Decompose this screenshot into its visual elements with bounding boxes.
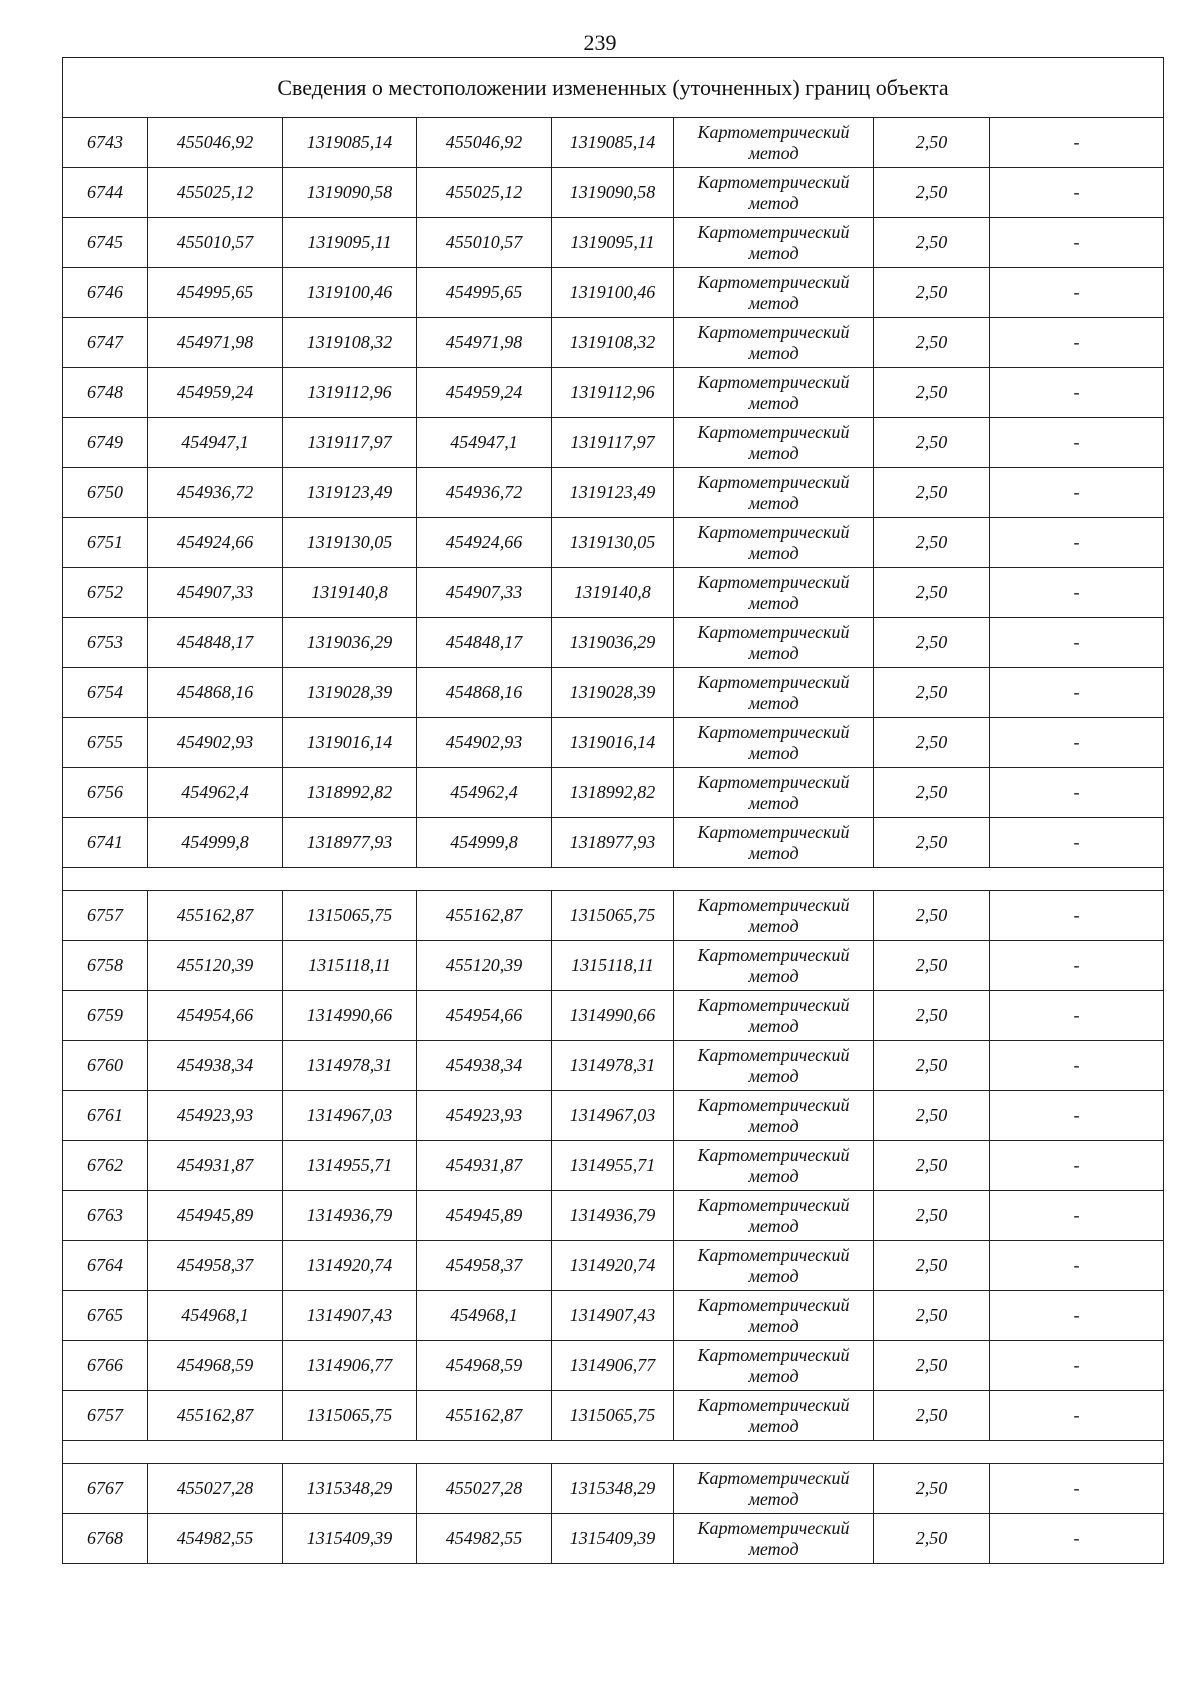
method-cell: Картометрический метод: [674, 1091, 874, 1141]
table-row: [63, 1191, 1164, 1241]
method-cell: Картометрический метод: [674, 468, 874, 518]
accuracy-cell: 2,50: [874, 1291, 990, 1341]
x-existing-cell: 454968,59: [148, 1341, 283, 1391]
table-row: [63, 118, 1164, 168]
method-cell: Картометрический метод: [674, 218, 874, 268]
y-existing-cell: 1319085,14: [283, 118, 417, 168]
x-refined-cell: 454962,4: [417, 768, 552, 818]
table-row: [63, 218, 1164, 268]
x-refined-cell: 454938,34: [417, 1041, 552, 1091]
y-existing-cell: 1318992,82: [283, 768, 417, 818]
x-refined-cell: 454968,59: [417, 1341, 552, 1391]
table-row: [63, 518, 1164, 568]
y-refined-cell: 1319130,05: [552, 518, 674, 568]
point-number-cell: 6743: [63, 118, 148, 168]
point-number-cell: 6764: [63, 1241, 148, 1291]
note-cell: -: [990, 468, 1164, 518]
y-refined-cell: 1314920,74: [552, 1241, 674, 1291]
table-row: [63, 468, 1164, 518]
x-existing-cell: 454902,93: [148, 718, 283, 768]
method-cell: Картометрический метод: [674, 1391, 874, 1441]
y-existing-cell: 1314955,71: [283, 1141, 417, 1191]
accuracy-cell: 2,50: [874, 168, 990, 218]
point-number-cell: 6758: [63, 941, 148, 991]
table-row: [63, 941, 1164, 991]
table-row: [63, 668, 1164, 718]
y-existing-cell: 1314906,77: [283, 1341, 417, 1391]
y-refined-cell: 1319140,8: [552, 568, 674, 618]
accuracy-cell: 2,50: [874, 268, 990, 318]
accuracy-cell: 2,50: [874, 1241, 990, 1291]
table-row: [63, 318, 1164, 368]
y-refined-cell: 1315065,75: [552, 1391, 674, 1441]
method-cell: Картометрический метод: [674, 1241, 874, 1291]
accuracy-cell: 2,50: [874, 218, 990, 268]
y-refined-cell: 1319090,58: [552, 168, 674, 218]
accuracy-cell: 2,50: [874, 118, 990, 168]
accuracy-cell: 2,50: [874, 668, 990, 718]
y-existing-cell: 1319028,39: [283, 668, 417, 718]
page-number: 239: [583, 30, 617, 55]
accuracy-cell: 2,50: [874, 1191, 990, 1241]
point-number-cell: 6760: [63, 1041, 148, 1091]
note-cell: -: [990, 718, 1164, 768]
note-cell: -: [990, 518, 1164, 568]
y-existing-cell: 1319016,14: [283, 718, 417, 768]
y-refined-cell: 1319117,97: [552, 418, 674, 468]
x-refined-cell: 454945,89: [417, 1191, 552, 1241]
note-cell: -: [990, 168, 1164, 218]
table-row: [63, 818, 1164, 868]
method-cell: Картометрический метод: [674, 1464, 874, 1514]
accuracy-cell: 2,50: [874, 1341, 990, 1391]
point-number-cell: 6745: [63, 218, 148, 268]
x-existing-cell: 454936,72: [148, 468, 283, 518]
table-row: [63, 1391, 1164, 1441]
y-existing-cell: 1315065,75: [283, 1391, 417, 1441]
point-number-cell: 6753: [63, 618, 148, 668]
note-cell: -: [990, 818, 1164, 868]
note-cell: -: [990, 1391, 1164, 1441]
y-existing-cell: 1319130,05: [283, 518, 417, 568]
table-row: [63, 718, 1164, 768]
y-refined-cell: 1315118,11: [552, 941, 674, 991]
note-cell: -: [990, 368, 1164, 418]
note-cell: -: [990, 1041, 1164, 1091]
y-existing-cell: 1319108,32: [283, 318, 417, 368]
table-row: [63, 891, 1164, 941]
method-cell: Картометрический метод: [674, 118, 874, 168]
note-cell: -: [990, 1241, 1164, 1291]
y-refined-cell: 1314978,31: [552, 1041, 674, 1091]
point-number-cell: 6757: [63, 1391, 148, 1441]
method-cell: Картометрический метод: [674, 991, 874, 1041]
accuracy-cell: 2,50: [874, 1141, 990, 1191]
point-number-cell: 6757: [63, 891, 148, 941]
table-row: [63, 168, 1164, 218]
x-existing-cell: 455120,39: [148, 941, 283, 991]
note-cell: -: [990, 668, 1164, 718]
y-existing-cell: 1319117,97: [283, 418, 417, 468]
y-existing-cell: 1314936,79: [283, 1191, 417, 1241]
note-cell: -: [990, 1464, 1164, 1514]
accuracy-cell: 2,50: [874, 568, 990, 618]
note-cell: -: [990, 618, 1164, 668]
table-row: [63, 1341, 1164, 1391]
point-number-cell: 6754: [63, 668, 148, 718]
table-row: [63, 1291, 1164, 1341]
method-cell: Картометрический метод: [674, 318, 874, 368]
point-number-cell: 6749: [63, 418, 148, 468]
x-refined-cell: 455010,57: [417, 218, 552, 268]
point-number-cell: 6750: [63, 468, 148, 518]
point-number-cell: 6767: [63, 1464, 148, 1514]
x-refined-cell: 455120,39: [417, 941, 552, 991]
note-cell: -: [990, 268, 1164, 318]
note-cell: -: [990, 991, 1164, 1041]
y-refined-cell: 1314967,03: [552, 1091, 674, 1141]
table-row: [63, 768, 1164, 818]
x-existing-cell: 454954,66: [148, 991, 283, 1041]
x-refined-cell: 454902,93: [417, 718, 552, 768]
y-refined-cell: 1318992,82: [552, 768, 674, 818]
y-refined-cell: 1314936,79: [552, 1191, 674, 1241]
x-existing-cell: 455025,12: [148, 168, 283, 218]
y-refined-cell: 1314906,77: [552, 1341, 674, 1391]
point-number-cell: 6766: [63, 1341, 148, 1391]
point-number-cell: 6751: [63, 518, 148, 568]
y-existing-cell: 1318977,93: [283, 818, 417, 868]
note-cell: -: [990, 1141, 1164, 1191]
y-refined-cell: 1318977,93: [552, 818, 674, 868]
y-refined-cell: 1314990,66: [552, 991, 674, 1041]
x-refined-cell: 454907,33: [417, 568, 552, 618]
y-existing-cell: 1319090,58: [283, 168, 417, 218]
method-cell: Картометрический метод: [674, 168, 874, 218]
point-number-cell: 6752: [63, 568, 148, 618]
y-refined-cell: 1315348,29: [552, 1464, 674, 1514]
x-existing-cell: 455162,87: [148, 1391, 283, 1441]
accuracy-cell: 2,50: [874, 718, 990, 768]
note-cell: -: [990, 1091, 1164, 1141]
method-cell: Картометрический метод: [674, 768, 874, 818]
x-existing-cell: 454868,16: [148, 668, 283, 718]
x-existing-cell: 454924,66: [148, 518, 283, 568]
note-cell: -: [990, 1514, 1164, 1564]
point-number-cell: 6755: [63, 718, 148, 768]
method-cell: Картометрический метод: [674, 1514, 874, 1564]
table-body: [63, 58, 1164, 1564]
x-refined-cell: 454958,37: [417, 1241, 552, 1291]
accuracy-cell: 2,50: [874, 941, 990, 991]
x-existing-cell: 454995,65: [148, 268, 283, 318]
x-existing-cell: 454999,8: [148, 818, 283, 868]
note-cell: -: [990, 1291, 1164, 1341]
point-number-cell: 6759: [63, 991, 148, 1041]
method-cell: Картометрический метод: [674, 891, 874, 941]
accuracy-cell: 2,50: [874, 1464, 990, 1514]
point-number-cell: 6763: [63, 1191, 148, 1241]
accuracy-cell: 2,50: [874, 1041, 990, 1091]
table-row: [63, 1091, 1164, 1141]
accuracy-cell: 2,50: [874, 891, 990, 941]
x-existing-cell: 454848,17: [148, 618, 283, 668]
point-number-cell: 6748: [63, 368, 148, 418]
method-cell: Картометрический метод: [674, 618, 874, 668]
y-existing-cell: 1315118,11: [283, 941, 417, 991]
x-refined-cell: 455025,12: [417, 168, 552, 218]
note-cell: -: [990, 941, 1164, 991]
x-existing-cell: 454938,34: [148, 1041, 283, 1091]
x-existing-cell: 455027,28: [148, 1464, 283, 1514]
y-refined-cell: 1314907,43: [552, 1291, 674, 1341]
table-row: [63, 268, 1164, 318]
x-refined-cell: 454848,17: [417, 618, 552, 668]
point-number-cell: 6762: [63, 1141, 148, 1191]
x-refined-cell: 455027,28: [417, 1464, 552, 1514]
note-cell: -: [990, 891, 1164, 941]
y-refined-cell: 1315409,39: [552, 1514, 674, 1564]
x-refined-cell: 454959,24: [417, 368, 552, 418]
method-cell: Картометрический метод: [674, 941, 874, 991]
y-existing-cell: 1319112,96: [283, 368, 417, 418]
point-number-cell: 6744: [63, 168, 148, 218]
table-title: Сведения о местоположении измененных (уточненных) границ объекта: [63, 58, 1164, 118]
x-refined-cell: 455162,87: [417, 891, 552, 941]
y-refined-cell: 1319100,46: [552, 268, 674, 318]
note-cell: -: [990, 318, 1164, 368]
x-refined-cell: 454924,66: [417, 518, 552, 568]
x-existing-cell: 454959,24: [148, 368, 283, 418]
table-row: [63, 568, 1164, 618]
x-refined-cell: 454947,1: [417, 418, 552, 468]
point-number-cell: 6768: [63, 1514, 148, 1564]
y-refined-cell: 1319123,49: [552, 468, 674, 518]
accuracy-cell: 2,50: [874, 1514, 990, 1564]
separator-cell: [63, 868, 1164, 891]
note-cell: -: [990, 568, 1164, 618]
note-cell: -: [990, 1191, 1164, 1241]
table-row: [63, 618, 1164, 668]
x-refined-cell: 455046,92: [417, 118, 552, 168]
accuracy-cell: 2,50: [874, 418, 990, 468]
y-existing-cell: 1314907,43: [283, 1291, 417, 1341]
y-existing-cell: 1319100,46: [283, 268, 417, 318]
y-refined-cell: 1319112,96: [552, 368, 674, 418]
x-refined-cell: 454868,16: [417, 668, 552, 718]
point-number-cell: 6746: [63, 268, 148, 318]
x-existing-cell: 455162,87: [148, 891, 283, 941]
point-number-cell: 6747: [63, 318, 148, 368]
y-existing-cell: 1314990,66: [283, 991, 417, 1041]
accuracy-cell: 2,50: [874, 818, 990, 868]
x-refined-cell: 454968,1: [417, 1291, 552, 1341]
table-row: [63, 418, 1164, 468]
y-existing-cell: 1314920,74: [283, 1241, 417, 1291]
note-cell: -: [990, 418, 1164, 468]
method-cell: Картометрический метод: [674, 668, 874, 718]
x-refined-cell: 454936,72: [417, 468, 552, 518]
y-refined-cell: 1319095,11: [552, 218, 674, 268]
x-existing-cell: 454931,87: [148, 1141, 283, 1191]
x-existing-cell: 455046,92: [148, 118, 283, 168]
method-cell: Картометрический метод: [674, 1341, 874, 1391]
y-existing-cell: 1314978,31: [283, 1041, 417, 1091]
y-refined-cell: 1314955,71: [552, 1141, 674, 1191]
x-refined-cell: 454982,55: [417, 1514, 552, 1564]
accuracy-cell: 2,50: [874, 768, 990, 818]
separator-cell: [63, 1441, 1164, 1464]
x-existing-cell: 454945,89: [148, 1191, 283, 1241]
accuracy-cell: 2,50: [874, 1091, 990, 1141]
y-refined-cell: 1319085,14: [552, 118, 674, 168]
x-existing-cell: 454982,55: [148, 1514, 283, 1564]
x-existing-cell: 454923,93: [148, 1091, 283, 1141]
accuracy-cell: 2,50: [874, 318, 990, 368]
x-existing-cell: 454947,1: [148, 418, 283, 468]
y-refined-cell: 1319028,39: [552, 668, 674, 718]
point-number-cell: 6761: [63, 1091, 148, 1141]
x-existing-cell: 455010,57: [148, 218, 283, 268]
accuracy-cell: 2,50: [874, 368, 990, 418]
y-existing-cell: 1315348,29: [283, 1464, 417, 1514]
table-row: [63, 1041, 1164, 1091]
y-existing-cell: 1315065,75: [283, 891, 417, 941]
y-existing-cell: 1319095,11: [283, 218, 417, 268]
group-separator-row: [63, 868, 1164, 891]
note-cell: -: [990, 218, 1164, 268]
y-existing-cell: 1315409,39: [283, 1514, 417, 1564]
x-existing-cell: 454971,98: [148, 318, 283, 368]
accuracy-cell: 2,50: [874, 1391, 990, 1441]
point-number-cell: 6765: [63, 1291, 148, 1341]
accuracy-cell: 2,50: [874, 618, 990, 668]
method-cell: Картометрический метод: [674, 1041, 874, 1091]
table-row: [63, 991, 1164, 1041]
method-cell: Картометрический метод: [674, 1291, 874, 1341]
method-cell: Картометрический метод: [674, 568, 874, 618]
note-cell: -: [990, 118, 1164, 168]
method-cell: Картометрический метод: [674, 1141, 874, 1191]
table-header-row: [63, 58, 1164, 118]
x-refined-cell: 454995,65: [417, 268, 552, 318]
accuracy-cell: 2,50: [874, 468, 990, 518]
x-refined-cell: 454954,66: [417, 991, 552, 1041]
table-row: [63, 1464, 1164, 1514]
accuracy-cell: 2,50: [874, 518, 990, 568]
y-refined-cell: 1319036,29: [552, 618, 674, 668]
y-existing-cell: 1319036,29: [283, 618, 417, 668]
y-existing-cell: 1314967,03: [283, 1091, 417, 1141]
x-existing-cell: 454958,37: [148, 1241, 283, 1291]
x-existing-cell: 454907,33: [148, 568, 283, 618]
x-refined-cell: 455162,87: [417, 1391, 552, 1441]
y-existing-cell: 1319140,8: [283, 568, 417, 618]
coordinates-table: [62, 57, 1164, 1564]
method-cell: Картометрический метод: [674, 418, 874, 468]
y-existing-cell: 1319123,49: [283, 468, 417, 518]
y-refined-cell: 1319016,14: [552, 718, 674, 768]
y-refined-cell: 1315065,75: [552, 891, 674, 941]
table-row: [63, 1141, 1164, 1191]
point-number-cell: 6741: [63, 818, 148, 868]
x-refined-cell: 454931,87: [417, 1141, 552, 1191]
x-existing-cell: 454968,1: [148, 1291, 283, 1341]
x-refined-cell: 454971,98: [417, 318, 552, 368]
method-cell: Картометрический метод: [674, 818, 874, 868]
method-cell: Картометрический метод: [674, 368, 874, 418]
x-existing-cell: 454962,4: [148, 768, 283, 818]
x-refined-cell: 454923,93: [417, 1091, 552, 1141]
note-cell: -: [990, 1341, 1164, 1391]
y-refined-cell: 1319108,32: [552, 318, 674, 368]
method-cell: Картометрический метод: [674, 268, 874, 318]
x-refined-cell: 454999,8: [417, 818, 552, 868]
table-row: [63, 368, 1164, 418]
method-cell: Картометрический метод: [674, 1191, 874, 1241]
table-row: [63, 1514, 1164, 1564]
method-cell: Картометрический метод: [674, 718, 874, 768]
table-row: [63, 1241, 1164, 1291]
method-cell: Картометрический метод: [674, 518, 874, 568]
note-cell: -: [990, 768, 1164, 818]
point-number-cell: 6756: [63, 768, 148, 818]
group-separator-row: [63, 1441, 1164, 1464]
accuracy-cell: 2,50: [874, 991, 990, 1041]
